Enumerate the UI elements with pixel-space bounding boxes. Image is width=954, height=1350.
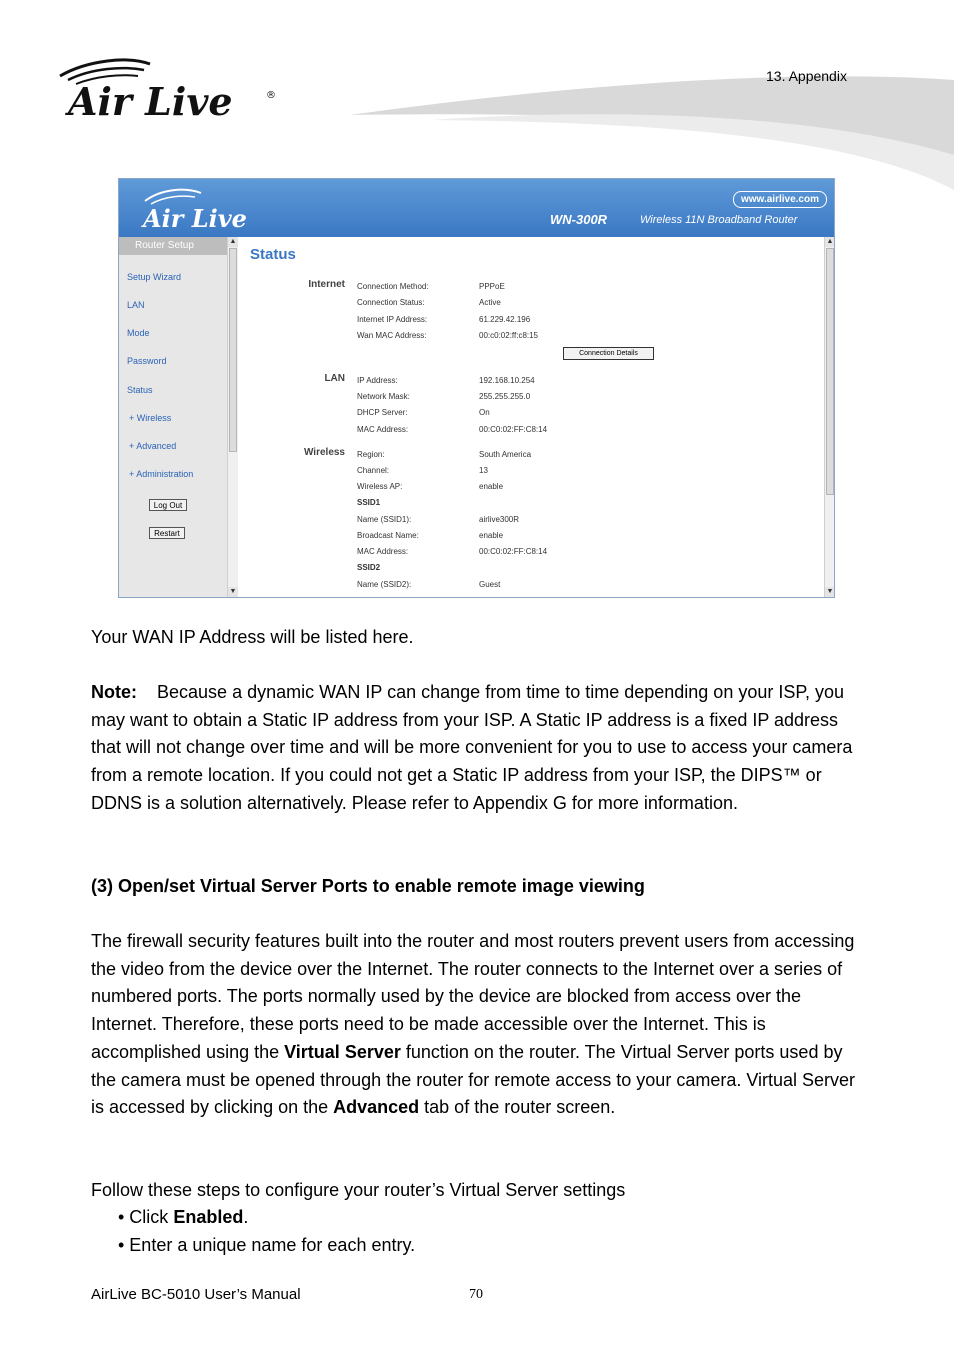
field-value: 00:c0:02:ff:c8:15: [479, 331, 539, 340]
advanced-term: Advanced: [333, 1097, 420, 1118]
field-value: 13: [479, 466, 488, 475]
field-value: 192.168.10.254: [479, 376, 535, 385]
logout-button[interactable]: Log Out: [149, 499, 187, 511]
firewall-paragraph: [91, 928, 871, 1122]
field-label: MAC Address:: [357, 547, 409, 556]
note-text: Because a dynamic WAN IP can change from time to time depending on your ISP, you may want to obtain a Static IP address from your ISP. A Static IP address is a fixed IP address that will not change over time and will be more convenient for you to use to access your camera from a remote location. If you could not get a Static IP address from your ISP, the DIPS™ or DDNS is a solution alternatively. Please refer to Appendix G for more information.: [91, 682, 853, 813]
field-label: Wan MAC Address:: [357, 331, 427, 340]
paragraph-text: function on the router. The Virtual Server ports used by the camera must be opened through the router for remote access to your camera. Virtual Server is accessed by clicking on the: [91, 1041, 856, 1118]
enabled-term: Enabled: [173, 1207, 244, 1227]
field-label: Connection Status:: [357, 298, 425, 307]
field-label: MAC Address:: [357, 425, 409, 434]
paragraph-text: tab of the router screen.: [419, 1097, 616, 1118]
paragraph-text: The firewall security features built into the router and most routers prevent users from accessing the video from the device over the Internet. The router connects to the Internet over a series of numbered ports. The ports normally used by the device are blocked from access over the Internet. Therefore, these ports need to be made accessible over the Internet. This is accomplished using the: [91, 931, 855, 1062]
svg-text:Air Live: Air Live: [143, 204, 247, 231]
airlive-site-link[interactable]: www.airlive.com: [733, 191, 827, 208]
bullet-text: .: [243, 1207, 249, 1227]
note-label: Note:: [91, 682, 137, 702]
nav-lan[interactable]: LAN: [127, 300, 145, 310]
nav-wireless[interactable]: + Wireless: [129, 413, 172, 423]
router-sidebar: [119, 237, 227, 598]
restart-button[interactable]: Restart: [149, 527, 185, 539]
field-value: 00:C0:02:FF:C8:14: [479, 425, 548, 434]
status-title: Status: [250, 246, 296, 263]
nav-administration[interactable]: + Administration: [129, 469, 194, 479]
sidebar-scrollbar[interactable]: [227, 237, 238, 598]
section-heading: (3) Open/set Virtual Server Ports to enable remote image viewing: [91, 876, 645, 896]
svg-text:Air Live: Air Live: [68, 79, 233, 120]
field-value: South America: [479, 450, 532, 459]
router-screenshot: [118, 178, 835, 598]
section-internet: Internet: [308, 279, 345, 290]
field-value: 255.255.255.0: [479, 392, 531, 401]
bullet-text: • Click: [118, 1207, 174, 1227]
field-value: PPPoE: [479, 282, 505, 291]
steps-intro: Follow these steps to configure your router’s Virtual Server settings: [91, 1180, 626, 1200]
content-scroll-thumb[interactable]: [826, 248, 834, 495]
field-value: enable: [479, 482, 504, 491]
svg-text:®: ®: [266, 90, 276, 101]
field-label: Network Mask:: [357, 392, 410, 401]
content-scrollbar[interactable]: [824, 237, 835, 598]
scroll-down-icon[interactable]: ▼: [229, 588, 237, 595]
wan-ip-paragraph: Your WAN IP Address will be listed here.: [91, 627, 414, 647]
virtual-server-term: Virtual Server: [284, 1041, 401, 1062]
router-model: WN-300R: [550, 212, 608, 227]
field-label: Connection Method:: [357, 282, 429, 291]
scroll-down-icon[interactable]: ▼: [826, 588, 834, 595]
airlive-logo: [58, 58, 288, 120]
field-value: On: [479, 408, 490, 417]
note-paragraph: [91, 679, 871, 818]
nav-status[interactable]: Status: [127, 385, 153, 395]
field-label: Region:: [357, 450, 385, 459]
field-label: Wireless AP:: [357, 482, 403, 491]
sidebar-scroll-thumb[interactable]: [229, 248, 237, 452]
connection-details-button[interactable]: Connection Details: [563, 347, 654, 360]
ssid1-heading: SSID1: [357, 498, 381, 507]
sidebar-title: Router Setup: [119, 237, 227, 255]
router-description: Wireless 11N Broadband Router: [640, 214, 798, 226]
field-label: Name (SSID2):: [357, 580, 412, 589]
field-label: Channel:: [357, 466, 390, 475]
section-lan: LAN: [324, 373, 345, 384]
step-bullet: [118, 1204, 898, 1232]
field-label: Broadcast Name:: [357, 531, 419, 540]
page-number: 70: [469, 1287, 483, 1302]
nav-setup-wizard[interactable]: Setup Wizard: [127, 272, 182, 282]
wan-ip-value: 61.229.42.196: [479, 315, 531, 324]
nav-advanced[interactable]: + Advanced: [129, 441, 177, 451]
field-value: Guest: [479, 580, 501, 589]
field-value: enable: [479, 531, 504, 540]
step-bullet: • Enter a unique name for each entry.: [118, 1235, 416, 1255]
field-label: Internet IP Address:: [357, 315, 428, 324]
scroll-up-icon[interactable]: ▲: [826, 238, 834, 245]
field-label: DHCP Server:: [357, 408, 408, 417]
scroll-up-icon[interactable]: ▲: [229, 238, 237, 245]
field-value: Active: [479, 298, 501, 307]
field-label: Name (SSID1):: [357, 515, 412, 524]
field-value: 00:C0:02:FF:C8:14: [479, 547, 548, 556]
nav-password[interactable]: Password: [127, 356, 167, 366]
field-label: IP Address:: [357, 376, 398, 385]
router-logo: [141, 187, 261, 231]
status-content: [239, 237, 824, 598]
chapter-label: 13. Appendix: [766, 68, 847, 84]
field-value: airlive300R: [479, 515, 520, 524]
ssid2-heading: SSID2: [357, 563, 381, 572]
nav-mode[interactable]: Mode: [127, 328, 150, 338]
footer-manual-title: AirLive BC-5010 User’s Manual: [91, 1286, 301, 1303]
router-banner: [119, 179, 835, 237]
section-wireless: Wireless: [303, 447, 345, 458]
